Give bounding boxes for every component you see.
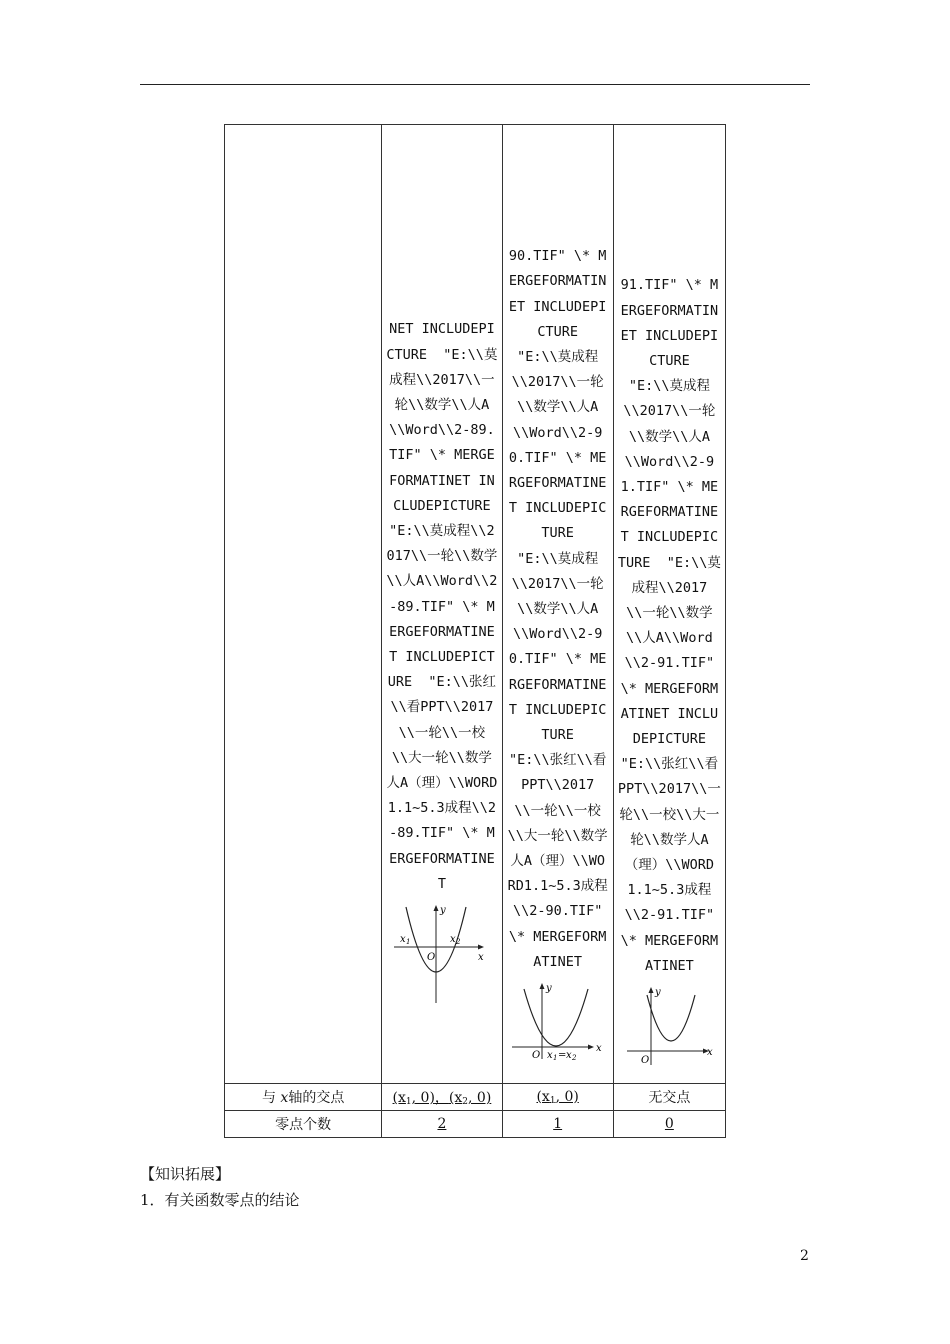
svg-text:1: 1 [552,1054,558,1062]
zero-count-label: 零点个数 [225,1111,382,1138]
svg-text:O: O [531,1050,540,1061]
svg-text:O: O [426,952,436,963]
svg-text:1: 1 [405,938,411,946]
graph-row-label-cell [225,125,382,1084]
svg-text:x: x [399,934,406,945]
field-code-text-col3: 91.TIF" \* MERGEFORMATINET INCLUDEPICTURE "E:\\莫成程\\2017\\一轮\\数学\\人A\\Word\\2-91.TIF" \* MERGEFORMATINET INCLUDEPICTURE "E:\\莫成程\\2017\\一轮\\数学\\人A\\Word\\2-91.TIF" \* MERGEFORMATINET INCLUDEPICTURE "E:\\张红\\看PPT\\2017\\一轮\\一校\\大一轮\\数学人A（理）\\WORD1.1~5.3成程\\2-91.TIF" \* MERGEFORMATINET [617,277,723,974]
zero-count-zero: 0 [613,1111,725,1138]
svg-text:y: y [655,987,662,998]
svg-text:y: y [439,905,446,916]
field-code-text-col1: NET INCLUDEPICTURE "E:\\莫成程\\2017\\一轮\\数学\\人A\\Word\\2-89.TIF" \* MERGEFORMATINET INCLUDEPICTURE "E:\\莫成程\\2017\\一轮\\数学\\人A\\Word\\2-89.TIF" \* MERGEFORMATINET INCLUDEPICTURE "E:\\张红\\看PPT\\2017\\一轮\\一校\\大一轮\\数学人A（理）\\WORD1.1~5.3成程\\2-89.TIF" \* MERGEFORMATINET [386,321,507,892]
graph-cell-one-root [502,125,613,1084]
graph-cell-two-roots [382,125,507,1084]
page-number: 2 [800,1248,809,1264]
list-item: 1．有关函数零点的结论 [140,1191,300,1209]
svg-text:x: x [477,952,484,963]
svg-text:=: = [557,1050,567,1061]
svg-text:x: x [707,1047,714,1058]
parabola-one-root-graph [510,981,606,1065]
zero-count-row [225,1111,726,1138]
graph-row [225,125,726,1084]
parabola-two-roots-graph [392,903,492,1013]
zero-point-table [224,124,726,1138]
field-code-text-col2: 90.TIF" \* MERGEFORMATINET INCLUDEPICTURE "E:\\莫成程\\2017\\一轮\\数学\\人A\\Word\\2-90.TIF" \* MERGEFORMATINET INCLUDEPICTURE "E:\\莫成程\\2017\\一轮\\数学\\人A\\Word\\2-90.TIF" \* MERGEFORMATINET INCLUDEPICTURE "E:\\张红\\看PPT\\2017\\一轮\\一校\\大一轮\\数学人A（理）\\WORD1.1~5.3成程\\2-90.TIF" \* MERGEFORMATINET [507,248,611,970]
svg-text:x: x [449,934,456,945]
zero-count-one: 1 [502,1111,613,1138]
svg-text:x: x [565,1050,572,1061]
svg-text:2: 2 [455,938,461,946]
parabola-no-root-graph [621,985,717,1073]
svg-text:y: y [545,983,552,994]
intersection-no-root: 无交点 [613,1084,725,1111]
section-title: 【知识拓展】 [140,1165,231,1183]
intersection-row [225,1084,726,1111]
svg-text:2: 2 [571,1054,577,1062]
zero-count-two: 2 [382,1111,502,1138]
intersection-row-label: 与 x轴的交点 [225,1084,382,1111]
intersection-two-roots: ($x_1$, 0)，($x_2$, 0) [382,1084,502,1111]
header-rule [140,84,810,85]
svg-text:O: O [641,1055,650,1066]
intersection-one-root: ($x_1$, 0) [502,1084,613,1111]
svg-text:x: x [546,1050,553,1061]
svg-text:x: x [595,1043,602,1054]
graph-cell-no-root [613,125,725,1084]
